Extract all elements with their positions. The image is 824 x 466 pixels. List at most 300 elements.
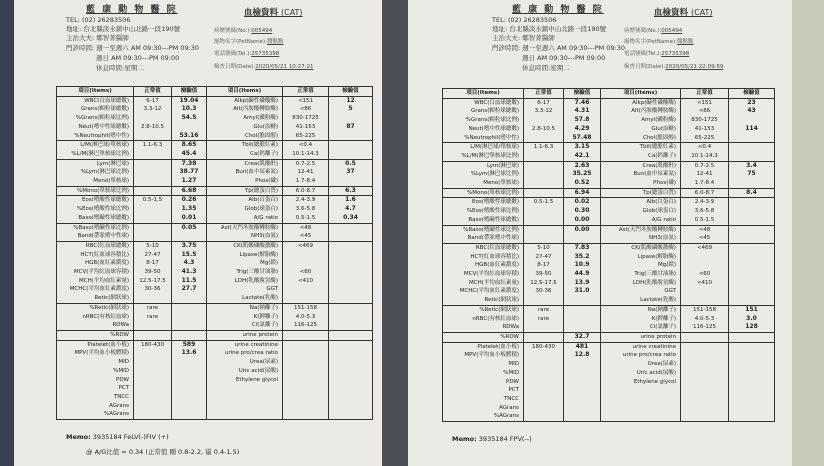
value-trig	[329, 268, 373, 277]
test-value	[729, 404, 775, 413]
normal-range: 1.1-6.3	[524, 143, 564, 152]
value-uprot	[729, 332, 775, 342]
value-peos: 1.35	[172, 205, 207, 214]
normal-range	[134, 232, 172, 241]
value-plam: 42.1	[564, 152, 601, 161]
item-name: HCT(紅血球容積比)	[443, 253, 524, 262]
normal-range	[283, 349, 329, 358]
blood-test-table	[56, 86, 373, 420]
value-pneut: 53.16	[172, 132, 207, 141]
normal-range: 30-36	[134, 285, 172, 294]
value-lactate	[329, 294, 373, 303]
normal-range	[681, 342, 729, 351]
normal-range	[681, 351, 729, 360]
column-header: 項目(Items)	[57, 87, 134, 97]
item-name: Lipase(解脂酶)	[601, 253, 681, 262]
normal-range	[283, 384, 329, 393]
item-name: Na(鈉離子)	[207, 303, 283, 312]
normal-range: 830-1725	[681, 116, 729, 125]
value-crea: 3.4	[729, 161, 775, 170]
value-baso: 0.00	[564, 216, 601, 225]
normal-range	[134, 159, 172, 168]
normal-range: 3.3-12	[134, 105, 172, 114]
normal-range	[283, 402, 329, 411]
item-name: %Mono(單核球比例)	[443, 188, 524, 198]
normal-range	[524, 134, 564, 143]
item-name: TNCC	[57, 393, 134, 402]
value-retic	[564, 296, 601, 305]
normal-range: 4.0-5.3	[283, 313, 329, 322]
table-row	[443, 98, 775, 107]
table-row	[57, 214, 373, 223]
table-row	[443, 412, 775, 421]
item-name: Crea(肌酸酐)	[601, 161, 681, 170]
value-k	[329, 313, 373, 322]
field-date	[624, 62, 723, 70]
report-title-text: 血檢資料	[244, 8, 279, 18]
table-row	[57, 402, 373, 411]
item-name: %Eos(嗜酸性球比例)	[443, 207, 524, 216]
item-name: Retic(網狀球)	[57, 294, 134, 303]
normal-range	[524, 225, 564, 234]
table-row	[57, 259, 373, 268]
value-plym: 35.25	[564, 170, 601, 179]
item-name: Tbil(總膽紅素)	[601, 143, 681, 152]
column-header: 正常值	[134, 87, 172, 97]
value-alkp: 12	[329, 96, 373, 105]
value-mpv: 13.6	[172, 349, 207, 358]
normal-range: 116-125	[681, 323, 729, 332]
item-name: Urea(尿素)	[601, 360, 681, 369]
column-header: 檢驗值	[172, 87, 207, 97]
table-row	[443, 143, 775, 152]
item-name: Platelet(血小板)	[57, 340, 134, 349]
value-lym: 2.63	[564, 161, 601, 170]
table-row	[443, 198, 775, 207]
normal-range: 6.0-8.7	[681, 188, 729, 198]
value-mch: 11.5	[172, 277, 207, 286]
item-name: NH3(血氨)	[601, 234, 681, 243]
normal-range: <469	[681, 243, 729, 252]
table-row	[443, 279, 775, 288]
item-name: Trig(三酸甘油脂)	[207, 268, 283, 277]
item-name: %Lym(淋巴球比例)	[443, 170, 524, 179]
normal-range	[681, 369, 729, 378]
normal-range: <45	[681, 234, 729, 243]
value-tp: 8.4	[729, 188, 775, 198]
column-header: 檢驗值	[329, 87, 373, 97]
item-name: Eos(嗜酸性球總數)	[57, 196, 134, 205]
value-ucrea	[729, 342, 775, 351]
table-row	[57, 268, 373, 277]
normal-range: 12-41	[283, 168, 329, 177]
value-hct: 35.2	[564, 253, 601, 262]
item-name	[601, 395, 681, 404]
value-pbaso: 0.00	[564, 225, 601, 234]
value-na: 151	[729, 305, 775, 314]
normal-range	[524, 323, 564, 332]
normal-range	[283, 330, 329, 340]
item-name: HCT(紅血球容積比)	[57, 251, 134, 260]
normal-range	[134, 358, 172, 367]
item-name: %Neutrophil(嗜中性)	[443, 134, 524, 143]
value-ca	[729, 152, 775, 161]
value-uric	[729, 369, 775, 378]
item-name: Chol(膽固醇)	[601, 134, 681, 143]
normal-range: 27-47	[524, 253, 564, 262]
item-name: Ca(鈣離子)	[601, 152, 681, 161]
table-row	[57, 105, 373, 114]
value-lym: 7.38	[172, 159, 207, 168]
report-title	[654, 9, 713, 18]
table-row	[57, 384, 373, 393]
value-wbc: 7.46	[564, 98, 601, 107]
value-alb	[729, 198, 775, 207]
column-header: 項目(Items)	[207, 87, 283, 97]
normal-range: rare	[134, 313, 172, 322]
report-title-species: (CAT)	[280, 8, 303, 17]
column-header: 正常值	[524, 89, 564, 99]
normal-range: 1.1-6.3	[134, 141, 172, 150]
table-row	[57, 205, 373, 214]
normal-range	[524, 378, 564, 387]
normal-range	[681, 296, 729, 305]
normal-range: 5-10	[134, 241, 172, 250]
item-name: Amyl(澱粉酶)	[207, 114, 283, 123]
normal-range	[524, 207, 564, 216]
normal-range	[681, 360, 729, 369]
value-upc	[329, 349, 373, 358]
item-name: nRBC(有核紅血球)	[443, 315, 524, 324]
table-row	[443, 270, 775, 279]
normal-range	[524, 386, 564, 395]
item-name: AGrans	[57, 402, 134, 411]
normal-range	[134, 384, 172, 393]
table-row	[443, 216, 775, 225]
value-alt: 5	[329, 105, 373, 114]
normal-range	[283, 376, 329, 385]
table-row	[443, 360, 775, 369]
normal-range	[134, 294, 172, 303]
value-mono: 0.52	[564, 179, 601, 188]
normal-range: 180-430	[134, 340, 172, 349]
normal-range: 2.4-3.9	[681, 198, 729, 207]
field-label: 寵物名字(PetName):	[214, 39, 268, 45]
normal-range	[134, 367, 172, 376]
item-name: %L/M(淋巴單核球比例)	[443, 152, 524, 161]
item-name: Mono(單核球)	[57, 177, 134, 186]
memo-label: Memo:	[452, 435, 477, 443]
value-pmono: 6.94	[564, 188, 601, 198]
value-crea: 0.5	[329, 159, 373, 168]
item-name: MID	[443, 360, 524, 369]
value-eos: 0.02	[564, 198, 601, 207]
value-mcv: 41.3	[172, 268, 207, 277]
item-name: Trig(三酸甘油脂)	[601, 270, 681, 279]
item-name: Lym(淋巴球)	[443, 161, 524, 170]
normal-range: <410	[283, 277, 329, 286]
table-row	[443, 315, 775, 324]
value-nrbc	[172, 313, 207, 322]
item-name: Baso(嗜鹼性球總數)	[57, 214, 134, 223]
item-name: L/M(淋巴球/單核球)	[57, 141, 134, 150]
value-rbc: 3.75	[172, 241, 207, 250]
normal-range	[524, 161, 564, 170]
value-rdw	[172, 330, 207, 340]
item-name: Lym(淋巴球)	[57, 159, 134, 168]
item-name: MCHC(平均血紅素濃度)	[57, 285, 134, 294]
value-rbc: 7.83	[564, 243, 601, 252]
field-label: 檢查日期(Date):	[214, 64, 256, 70]
item-name: MCV(平均紅血球容積)	[57, 268, 134, 277]
item-name: PCT	[57, 384, 134, 393]
table-row	[443, 253, 775, 262]
field-record	[214, 26, 272, 34]
item-name: MPV(平均血小板體積)	[443, 351, 524, 360]
normal-range	[134, 114, 172, 123]
normal-range	[134, 330, 172, 340]
normal-range	[681, 287, 729, 296]
item-name: MPV(平均血小板體積)	[57, 349, 134, 358]
item-name: Urea(尿素)	[207, 358, 283, 367]
item-name: %Baso(嗜鹼性球比例)	[443, 225, 524, 234]
clinic-director: 主治大夫: 鄭智菁醫師	[66, 34, 129, 42]
table-row	[57, 141, 373, 150]
value-glob: 4.7	[329, 205, 373, 214]
item-name: Crea(肌酸酐)	[207, 159, 283, 168]
item-name: Baso(嗜鹼性球總數)	[443, 216, 524, 225]
item-name: MCH(平均血紅素量)	[443, 279, 524, 288]
item-name: %Eos(嗜酸性球比例)	[57, 205, 134, 214]
field-owner-phone	[624, 49, 689, 57]
table-row	[443, 261, 775, 270]
item-name: Ca(鈣離子)	[207, 150, 283, 159]
item-name: Tp(總蛋白質)	[207, 186, 283, 196]
item-name: %Baso(嗜鹼性球比例)	[57, 223, 134, 232]
item-name	[601, 412, 681, 421]
test-value	[729, 412, 775, 421]
table-row	[443, 170, 775, 179]
item-name: %Retic(網狀球)	[443, 305, 524, 314]
value-pneut: 57.48	[564, 134, 601, 143]
item-name: CK(肌酸磷酸激酶)	[207, 241, 283, 250]
normal-range: 41-153	[681, 125, 729, 134]
value-rdwa	[172, 321, 207, 330]
item-name: AGrans	[443, 404, 524, 413]
report-title	[244, 9, 303, 18]
normal-range: 8-17	[134, 259, 172, 268]
value-uprot	[329, 330, 373, 340]
normal-range: 12.5-17.5	[134, 277, 172, 286]
item-name: Alt(丙胺酸轉胺酶)	[207, 105, 283, 114]
value-lam: 8.65	[172, 141, 207, 150]
item-name: K(鉀離子)	[601, 315, 681, 324]
item-name: RBC(紅血球總數)	[443, 243, 524, 252]
value-band	[564, 234, 601, 243]
item-name: %Mono(單核球比例)	[57, 186, 134, 196]
item-name: %Grans(顆粒球比例)	[57, 114, 134, 123]
value-mpv: 12.8	[564, 351, 601, 360]
item-name: Ast(天門冬胺酸轉胺酶)	[207, 223, 283, 232]
value-alkp: 23	[729, 98, 775, 107]
memo-line	[452, 435, 532, 443]
normal-range: 39-50	[134, 268, 172, 277]
item-name: A/G ratio	[601, 216, 681, 225]
normal-range: 3.6-5.8	[681, 207, 729, 216]
value-baso: 0.01	[172, 214, 207, 223]
field-label: 電話號碼(Tel.):	[624, 51, 662, 57]
item-name: %Grans(顆粒球比例)	[443, 116, 524, 125]
normal-range: 6.0-8.7	[283, 186, 329, 196]
item-name: %Neutrophil(嗜中性)	[57, 132, 134, 141]
clinic-address: 地址: 台北縣淡水鎮中山北路一段190號	[492, 25, 607, 33]
value-pgrans: 54.5	[172, 114, 207, 123]
value-ggt	[329, 285, 373, 294]
value-pmid	[564, 369, 601, 378]
normal-range: 39-50	[524, 270, 564, 279]
table-row	[57, 376, 373, 385]
item-name: WBC(白血球總數)	[443, 98, 524, 107]
normal-range: 2.8-10.5	[134, 123, 172, 132]
value-cl: 128	[729, 323, 775, 332]
value-peos: 0.30	[564, 207, 601, 216]
field-label: 電話號碼(Tel.):	[214, 51, 252, 57]
table-row	[57, 196, 373, 205]
value-uric	[329, 367, 373, 376]
table-row	[443, 351, 775, 360]
field-value: 005494	[661, 28, 683, 34]
normal-range	[134, 168, 172, 177]
value-ast	[329, 223, 373, 232]
normal-range	[681, 332, 729, 342]
normal-range	[524, 216, 564, 225]
item-name: Band(帶狀嗜中性球)	[443, 234, 524, 243]
item-name: urine pro/crea ratio	[207, 349, 283, 358]
normal-range: 65-225	[681, 134, 729, 143]
normal-range	[283, 393, 329, 402]
normal-range	[681, 395, 729, 404]
item-name: Alkp(鹼性磷酸酶)	[601, 98, 681, 107]
clinic-tel: TEL: (02) 26283506	[66, 16, 131, 24]
field-label: 病歷號碼(No.):	[624, 28, 662, 34]
normal-range	[681, 404, 729, 413]
value-hct: 15.5	[172, 251, 207, 260]
normal-range	[134, 402, 172, 411]
normal-range: <410	[681, 279, 729, 288]
background-right	[790, 0, 824, 466]
normal-range: 151-158	[681, 305, 729, 314]
value-eos: 0.26	[172, 196, 207, 205]
value-tbil	[729, 143, 775, 152]
item-name: Lactate(乳酸)	[601, 296, 681, 305]
item-name: Alb(白蛋白)	[207, 196, 283, 205]
value-urea	[329, 358, 373, 367]
item-name: Neut(嗜中性球總數)	[443, 125, 524, 134]
value-lam: 3.15	[564, 143, 601, 152]
item-name: PCT	[443, 386, 524, 395]
table-row	[443, 188, 775, 198]
table-row	[443, 342, 775, 351]
value-ldh	[329, 277, 373, 286]
item-name: urine pro/crea ratio	[601, 351, 681, 360]
item-name	[207, 402, 283, 411]
test-value	[729, 395, 775, 404]
table-row	[57, 367, 373, 376]
item-name: %Lym(淋巴球比例)	[57, 168, 134, 177]
clinic-hours1: 門診時間: 週一至週六 AM 09:30---PM 09:30	[66, 44, 200, 52]
table-row	[57, 285, 373, 294]
item-name: urine protein	[601, 332, 681, 342]
value-chol	[329, 132, 373, 141]
table-row	[57, 96, 373, 105]
item-name: Glob(球蛋白)	[207, 205, 283, 214]
item-name: Uric acid(尿酸)	[207, 367, 283, 376]
item-name: Ethylene glycol	[207, 376, 283, 385]
normal-range: rare	[524, 315, 564, 324]
column-header: 檢驗值	[564, 89, 601, 99]
normal-range	[681, 253, 729, 262]
table-row	[57, 186, 373, 196]
item-name: %Retic(網狀球)	[57, 303, 134, 312]
item-name: Mono(單核球)	[443, 179, 524, 188]
value-ast	[729, 225, 775, 234]
table-row	[57, 349, 373, 358]
value-plym: 38.77	[172, 168, 207, 177]
normal-range	[134, 177, 172, 186]
value-ggt	[729, 287, 775, 296]
test-value	[329, 402, 373, 411]
item-name: Mg(鎂)	[207, 259, 283, 268]
table-row	[57, 321, 373, 330]
value-ck	[329, 241, 373, 250]
value-mcv: 44.9	[564, 270, 601, 279]
item-name: RDWa	[57, 321, 134, 330]
normal-range: 1.7-8.4	[681, 179, 729, 188]
value-tncc	[172, 393, 207, 402]
value-ck	[729, 243, 775, 252]
value-pretic	[172, 303, 207, 312]
item-name: Grans(顆粒球總數)	[443, 107, 524, 116]
item-name: MCV(平均紅血球容積)	[443, 270, 524, 279]
value-ldh	[729, 279, 775, 288]
normal-range	[524, 332, 564, 342]
value-plt: 589	[172, 340, 207, 349]
item-name: Tbil(總膽紅素)	[207, 141, 283, 150]
item-name: RBC(紅血球總數)	[57, 241, 134, 250]
item-name: Phos(磷)	[207, 177, 283, 186]
table-row	[57, 410, 373, 419]
table-row	[443, 207, 775, 216]
value-pdw	[564, 378, 601, 387]
item-name: Alb(白蛋白)	[601, 198, 681, 207]
item-name: Alkp(鹼性磷酸酶)	[207, 96, 283, 105]
item-name: Retic(網狀球)	[443, 296, 524, 305]
field-value: 2020/05/21 10:27:21	[255, 64, 314, 70]
normal-range	[134, 410, 172, 419]
normal-range: 0.7-2.5	[681, 161, 729, 170]
item-name: LDH(乳酸脫氫酶)	[601, 279, 681, 288]
normal-range: <60	[283, 268, 329, 277]
normal-range: 830-1725	[283, 114, 329, 123]
value-nh3	[729, 234, 775, 243]
item-name: urine protein	[207, 330, 283, 340]
value-mid	[172, 358, 207, 367]
value-glu: 114	[729, 125, 775, 134]
normal-range: 65-225	[283, 132, 329, 141]
normal-range	[134, 205, 172, 214]
normal-range: 12.5-17.5	[524, 279, 564, 288]
value-pmid	[172, 367, 207, 376]
